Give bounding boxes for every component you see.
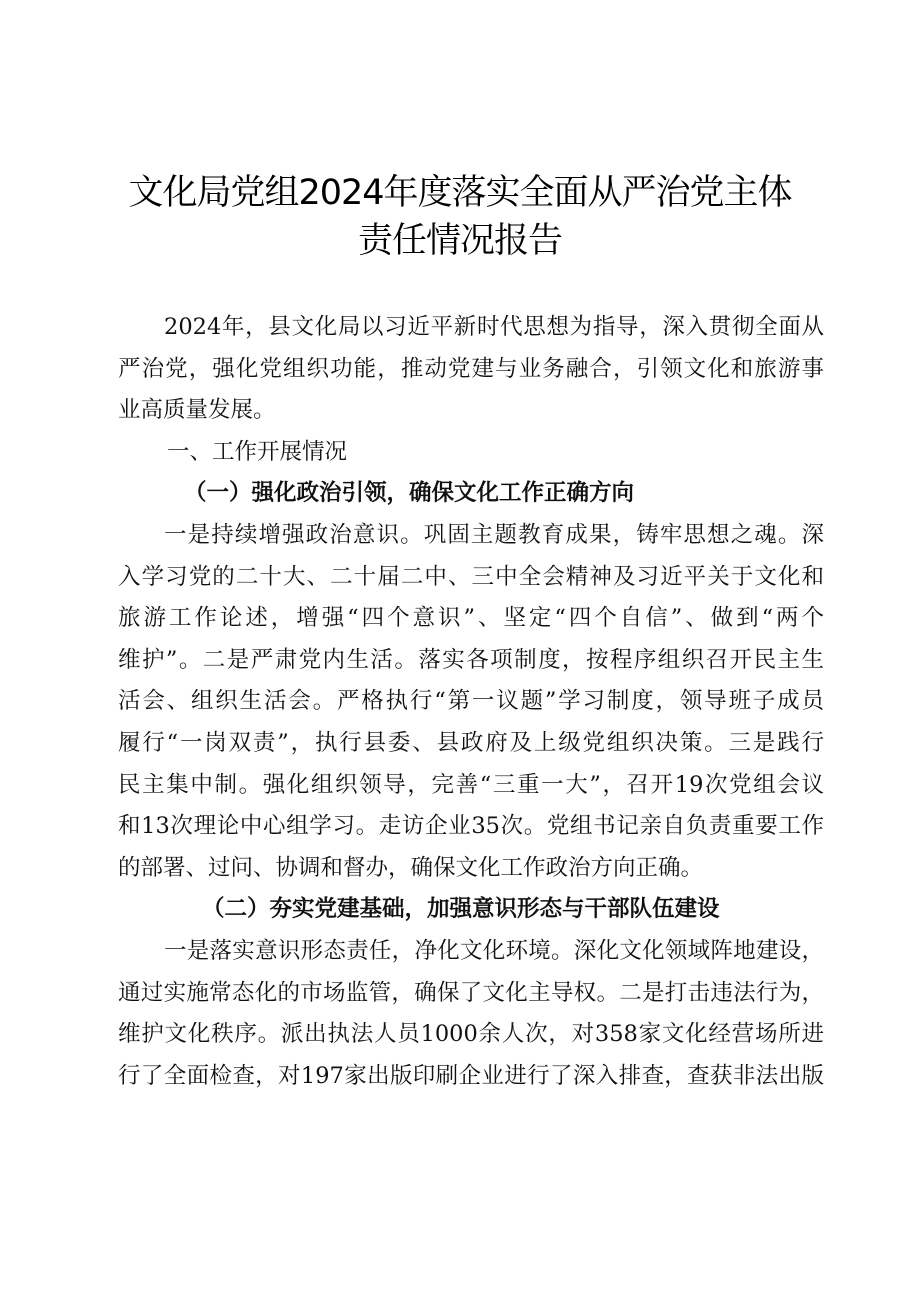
intro-line: 业高质量发展。 xyxy=(118,397,276,424)
section-heading: 一、工作开展情况 xyxy=(167,438,348,465)
paragraph-line: 维护”。二是严肃党内生活。落实各项制度，按程序组织召开民主生 xyxy=(118,646,824,673)
paragraph-line: 一是持续增强政治意识。巩固主题教育成果，铸牢思想之魂。深 xyxy=(164,521,824,548)
paragraph-line: 民主集中制。强化组织领导，完善“三重一大”，召开19次党组会议 xyxy=(118,771,824,798)
paragraph-line: 和13次理论中心组学习。走访企业35次。党组书记亲自负责重要工作 xyxy=(118,813,824,840)
paragraph-line: 行了全面检查，对197家出版印刷企业进行了深入排查，查获非法出版 xyxy=(118,1062,824,1089)
paragraph-line: 一是落实意识形态责任，净化文化环境。深化文化领域阵地建设， xyxy=(164,937,824,964)
paragraph-line: 维护文化秩序。派出执法人员1000余人次，对358家文化经营场所进 xyxy=(118,1021,824,1048)
paragraph-line: 的部署、过问、协调和督办，确保文化工作政治方向正确。 xyxy=(118,854,704,881)
subsection-heading: （一）强化政治引领，确保文化工作正确方向 xyxy=(184,480,635,507)
document-title-line-1: 文化局党组2024年度落实全面从严治党主体 xyxy=(128,173,792,213)
paragraph-line: 履行“一岗双责”，执行县委、县政府及上级党组织决策。三是践行 xyxy=(118,729,824,756)
paragraph-line: 旅游工作论述，增强“四个意识”、坚定“四个自信”、做到“两个 xyxy=(118,605,824,632)
paragraph-line: 入学习党的二十大、二十届二中、三中全会精神及习近平关于文化和 xyxy=(118,563,824,590)
intro-line: 严治党，强化党组织功能，推动党建与业务融合，引领文化和旅游事 xyxy=(118,355,824,382)
document-body xyxy=(118,307,824,1097)
document-title-line-2: 责任情况报告 xyxy=(357,221,562,261)
intro-line: 2024年，县文化局以习近平新时代思想为指导，深入贯彻全面从 xyxy=(164,314,824,340)
subsection-heading: （二）夯实党建基础，加强意识形态与干部队伍建设 xyxy=(202,896,720,923)
paragraph-line: 活会、组织生活会。严格执行“第一议题”学习制度，领导班子成员 xyxy=(118,688,824,715)
paragraph-line: 通过实施常态化的市场监管，确保了文化主导权。二是打击违法行为， xyxy=(118,979,824,1006)
